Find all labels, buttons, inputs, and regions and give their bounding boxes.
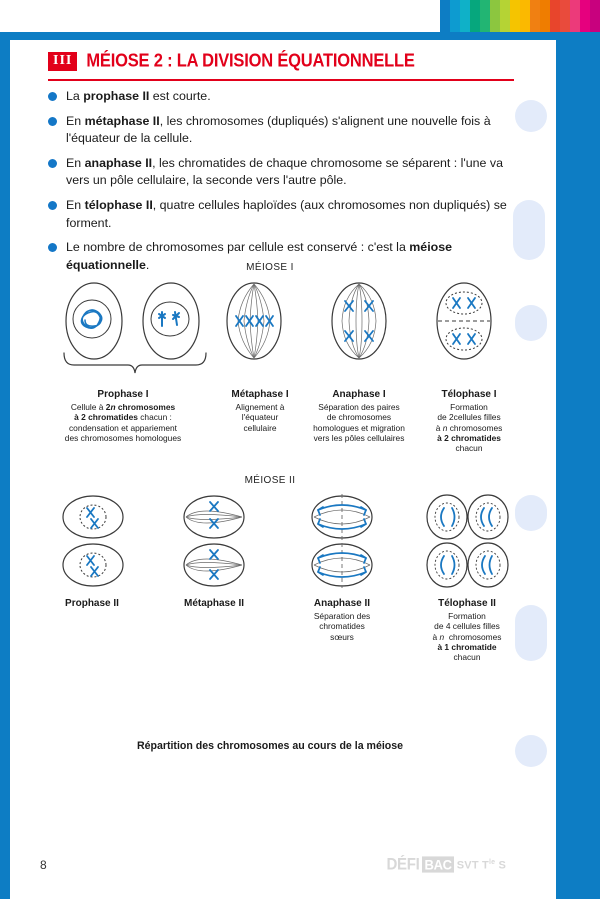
brand-defi-text: DÉFI bbox=[386, 855, 420, 874]
meiose-i-captions bbox=[10, 389, 556, 481]
page-number: 8 bbox=[40, 858, 47, 872]
cell-telophase-i bbox=[428, 279, 500, 376]
brand-bac-badge: BAC bbox=[424, 856, 452, 873]
bullet-dot-icon bbox=[48, 92, 57, 101]
bullet-item-4: Le nombre de chromosomes par cellule est conservé : c'est la méiose équationnelle. bbox=[48, 239, 526, 274]
cell-telophase-ii bbox=[422, 492, 514, 595]
caption-metaphase-i: Métaphase I Alignement à l'équateur cellulaire bbox=[231, 389, 289, 433]
caption-metaphase-ii: Métaphase II bbox=[183, 598, 245, 609]
meiose-ii-cells-row bbox=[10, 492, 556, 590]
cell-prophase-ii bbox=[54, 492, 132, 595]
brand-subject-text: SVT bbox=[456, 860, 479, 872]
frame-right-border bbox=[556, 32, 600, 899]
meiose-i-label: MÉIOSE I bbox=[246, 262, 294, 273]
frame-left-border bbox=[0, 32, 10, 899]
section-header bbox=[48, 52, 528, 81]
footer-brand bbox=[387, 856, 506, 873]
meiose-ii-label: MÉIOSE II bbox=[244, 475, 296, 486]
caption-telophase-ii: Télophase II Formation de 4 cellules filles à n chromosomes à 1 chromatide chacun bbox=[432, 598, 502, 663]
page-title: MÉIOSE 2 : LA DIVISION ÉQUATIONNELLE bbox=[86, 50, 415, 71]
frame-top-border bbox=[0, 32, 600, 40]
section-number-badge: III bbox=[48, 52, 77, 73]
caption-telophase-i: Télophase I Formation de 2cellules filles à n chromosomes à 2 chromatides chacun bbox=[435, 389, 503, 454]
figure-caption: Répartition des chromosomes au cours de la méiose bbox=[136, 740, 404, 752]
brand-level-tail: S bbox=[498, 860, 506, 872]
meiose-ii-captions bbox=[10, 598, 556, 678]
bullet-dot-icon bbox=[48, 117, 57, 126]
bullet-item-0: La prophase II est courte. bbox=[48, 88, 526, 106]
brand-level-sup: le bbox=[488, 859, 496, 867]
cell-anaphase-ii bbox=[303, 492, 381, 595]
bullet-item-1: En métaphase II, les chromosomes (dupliqués) s'alignent une nouvelle fois à l'équateur de la cellule. bbox=[48, 113, 526, 148]
cell-anaphase-i bbox=[323, 279, 395, 376]
bullet-item-3: En télophase II, quatre cellules haploïdes (aux chromosomes non dupliqués) se forment. bbox=[48, 197, 526, 232]
meiosis-figure bbox=[10, 262, 556, 678]
caption-anaphase-i: Anaphase I Séparation des paires de chromosomes homologues et migration vers les pôles cellulaires bbox=[313, 389, 405, 443]
brand-level-main: T bbox=[482, 860, 489, 872]
page-content bbox=[10, 40, 556, 899]
bullet-dot-icon bbox=[48, 201, 57, 210]
bullet-dot-icon bbox=[48, 243, 57, 252]
caption-prophase-ii: Prophase II bbox=[65, 598, 119, 609]
cell-metaphase-i bbox=[218, 279, 290, 376]
meiose-i-cells-row bbox=[10, 279, 556, 371]
brand-subject bbox=[457, 859, 506, 872]
title-underline bbox=[48, 79, 514, 81]
prophase-brace bbox=[60, 351, 208, 382]
cell-metaphase-ii bbox=[175, 492, 253, 595]
caption-anaphase-ii: Anaphase II Séparation des chromatides sœurs bbox=[313, 598, 371, 642]
caption-prophase-i: Prophase I Cellule à 2n chromosomes à 2 chromatides chacun : condensation et appariement des chromosomes homologues bbox=[64, 389, 182, 443]
bullet-dot-icon bbox=[48, 159, 57, 168]
bullet-item-2: En anaphase II, les chromatides de chaque chromosome se séparent : l'une va vers un pôle cellulaire, la seconde vers l'autre pôle. bbox=[48, 155, 526, 190]
bullet-list bbox=[48, 88, 526, 281]
